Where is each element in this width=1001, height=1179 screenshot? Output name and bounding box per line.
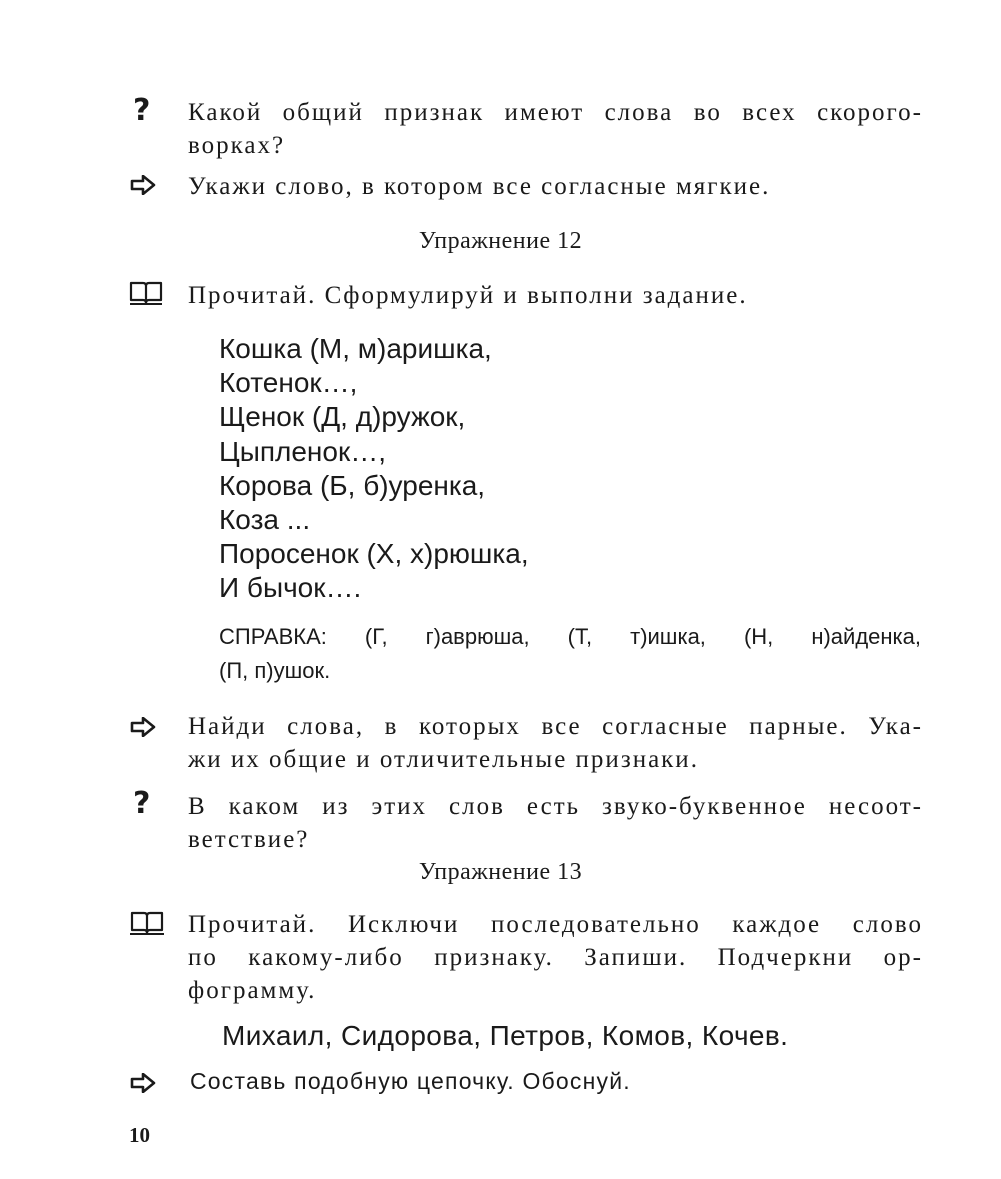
names-chain: Михаил, Сидорова, Петров, Комов, Кочев. <box>222 1020 789 1051</box>
poem <box>219 332 529 606</box>
poem-line: Щенок (Д, д)ружок, <box>219 401 466 433</box>
question-text <box>188 96 923 162</box>
instruction-line: Прочитай. Исключи последовательно каждое слово <box>188 911 923 938</box>
question-line: ворках? <box>188 132 286 159</box>
poem-line: Котенок…, <box>219 367 358 399</box>
task-line: Найди слова, в которых все согласные парные. Ука- <box>188 713 923 740</box>
instruction-line: фограмму. <box>188 977 317 1004</box>
reference-line: (П, п)ушок. <box>219 658 331 683</box>
instruction-line: по какому-либо признаку. Запиши. Подчеркни ор- <box>188 944 923 971</box>
poem-line: Корова (Б, б)уренка, <box>219 469 486 501</box>
reference-line: СПРАВКА: (Г, г)аврюша, (Т, т)ишка, (Н, н)айденка, <box>219 624 921 649</box>
book-icon <box>129 280 163 306</box>
task-text: Укажи слово, в котором все согласные мягкие. <box>188 173 771 200</box>
question-icon: ? <box>133 93 151 128</box>
instruction-text: Прочитай. Сформулируй и выполни задание. <box>188 282 748 309</box>
exercise-title: Упражнение 13 <box>418 859 583 885</box>
page-number: 10 <box>129 1123 150 1147</box>
poem-line: Цыпленок…, <box>219 435 386 467</box>
task-text <box>188 710 923 776</box>
reference-note <box>219 620 921 688</box>
question-line: В каком из этих слов есть звуко-буквенное несоот- <box>188 793 923 820</box>
right-arrow-icon <box>130 175 156 195</box>
task-text: Составь подобную цепочку. Обоснуй. <box>190 1068 631 1094</box>
exercise-title: Упражнение 12 <box>418 228 583 254</box>
right-arrow-icon <box>130 717 156 737</box>
right-arrow-icon <box>130 1073 156 1093</box>
poem-line: Поросенок (Х, х)рюшка, <box>219 538 529 570</box>
book-icon <box>129 910 165 936</box>
question-text <box>188 790 923 856</box>
question-line: Какой общий признак имеют слова во всех скорого- <box>188 99 923 126</box>
instruction-text <box>188 908 923 1007</box>
question-line: ветствие? <box>188 826 310 853</box>
task-line: жи их общие и отличительные признаки. <box>188 746 699 773</box>
question-icon: ? <box>133 786 151 821</box>
poem-line: Коза ... <box>219 504 311 536</box>
poem-line: Кошка (М, м)аришка, <box>219 333 492 364</box>
poem-line: И бычок…. <box>219 572 362 604</box>
